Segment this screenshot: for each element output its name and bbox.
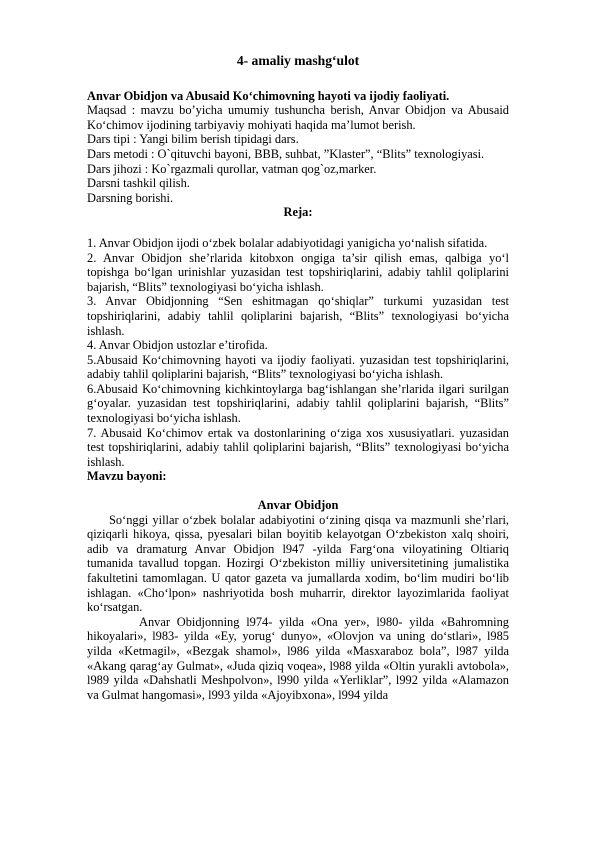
intro-line: Darsning borishi. — [87, 190, 174, 205]
intro-line: Dars metodi : O`qituvchi bayoni, BBB, suhbat, ”Klaster”, “Blits” texnologiyasi. — [87, 146, 485, 161]
body-paragraph: Anvar Obidjonning l974- yilda «Ona yer», l980- yilda «Bahromning hikoyalari», l983- yilda «Ey, yorug‘ dunyo», «Olovjon va uning do‘stlari», l985 yilda «Ketmagil», «Bezgak shamol», l986 yilda «Masxaraboz bola”, l987 yilda «Akang qarag‘ay Gulmat», «Juda qiziq voqea», l988 yilda «Oltin yurakli avtobola», l989 yilda «Dahshatli Meshpolvon», l990 yilda «Yerliklar”, l992 yilda «Alamazon va Gulmat hangomasi», l993 yilda «Ajoyibxona», l994 yilda — [87, 614, 509, 702]
plan-item: 7. Abusaid Ko‘chimov ertak va dostonlarining o‘ziga xos xususiyatlari. yuzasidan test topshiriqlarini, adabiy tahlil qoliplarini bajarish, “Blits” texnologiyasi bo‘yicha ishlash. — [87, 425, 509, 469]
section-heading: Anvar Obidjon — [257, 498, 339, 513]
plan-list — [87, 236, 509, 470]
intro-line: Dars jihozi : Ko`rgazmali qurollar, vatman qog`oz,marker. — [87, 161, 377, 176]
body-paragraph: So‘nggi yillar o‘zbek bolalar adabiyotini o‘zining qisqa va mazmunli she’rlari, qiziqarli hikoya, qissa, pyesalari bilan boyitib kelayotgan O‘zbekiston xalq shoiri, adib va dramaturg Anvar Obidjon l947 -yilda Farg‘ona viloyatining Oltiariq tumanida tavallud topgan. Hozirgi O‘zbekiston milliy universitetining jumalistika fakultetini tamomlagan. U qator gazeta va jumallarda xodim, bo‘lim mudiri bo‘lib ishlagan. «Cho‘lpon» nashriyotida bosh muharrir, direktor layozimlarida faoliyat ko‘rsatgan. — [87, 512, 509, 615]
plan-item: 1. Anvar Obidjon ijodi o‘zbek bolalar adabiyotidagi yanigicha yo‘nalish sifatida. — [87, 235, 488, 250]
plan-item: 2. Anvar Obidjon she’rlarida kitobxon ongiga ta’sir qilish emas, qalbiga yo‘l topishga bo‘lgan urinishlar yuzasidan test topshiriqlarini, adabiy tahlil qoliplarini bajarish, “Blits” texnologiyasi bo‘yicha ishlash. — [87, 250, 509, 294]
plan-heading: Reja: — [283, 205, 313, 220]
intro-line: Darsni tashkil qilish. — [87, 176, 190, 191]
topic-label: Mavzu bayoni: — [87, 469, 167, 484]
intro-line: Dars tipi : Yangi bilim berish tipidagi dars. — [87, 132, 299, 147]
intro-line: Maqsad : mavzu bo’yicha umumiy tushuncha berish, Anvar Obidjon va Abusaid Ko‘chimov ijodining tarbiyaviy mohiyati haqida ma’lumot berish. — [87, 103, 509, 132]
topic-heading: Anvar Obidjon va Abusaid Ko‘chimovning hayoti va ijodiy faoliyati. — [87, 88, 450, 103]
plan-item: 5.Abusaid Ko‘chimovning hayoti va ijodiy faoliyati. yuzasidan test topshiriqlarini, adabiy tahlil qoliplarini bajarish, “Blits” texnologiyasi bo‘yicha ishlash. — [87, 352, 509, 382]
page-title: 4- amaliy mashg‘ulot — [236, 53, 360, 68]
lesson-intro — [87, 103, 509, 205]
plan-item: 6.Abusaid Ko‘chimovning kichkintoylarga bag‘ishlangan she’rlarida ilgari surilgan g‘oyalar. yuzasidan test topshiriqlarini, adabiy tahlil qoliplarini bajarish, “Blits” texnologiyasi bo‘yicha ishlash. — [87, 381, 509, 426]
plan-item: 4. Anvar Obidjon ustozlar e’tirofida. — [87, 338, 268, 353]
document-page — [87, 54, 509, 702]
plan-item: 3. Anvar Obidjonning “Sen eshitmagan qo‘shiqlar” turkumi yuzasidan test topshiriqlarini, adabiy tahlil qoliplarini bajarish, “Blits” texnologiyasi bo‘yicha ishlash. — [87, 294, 509, 338]
